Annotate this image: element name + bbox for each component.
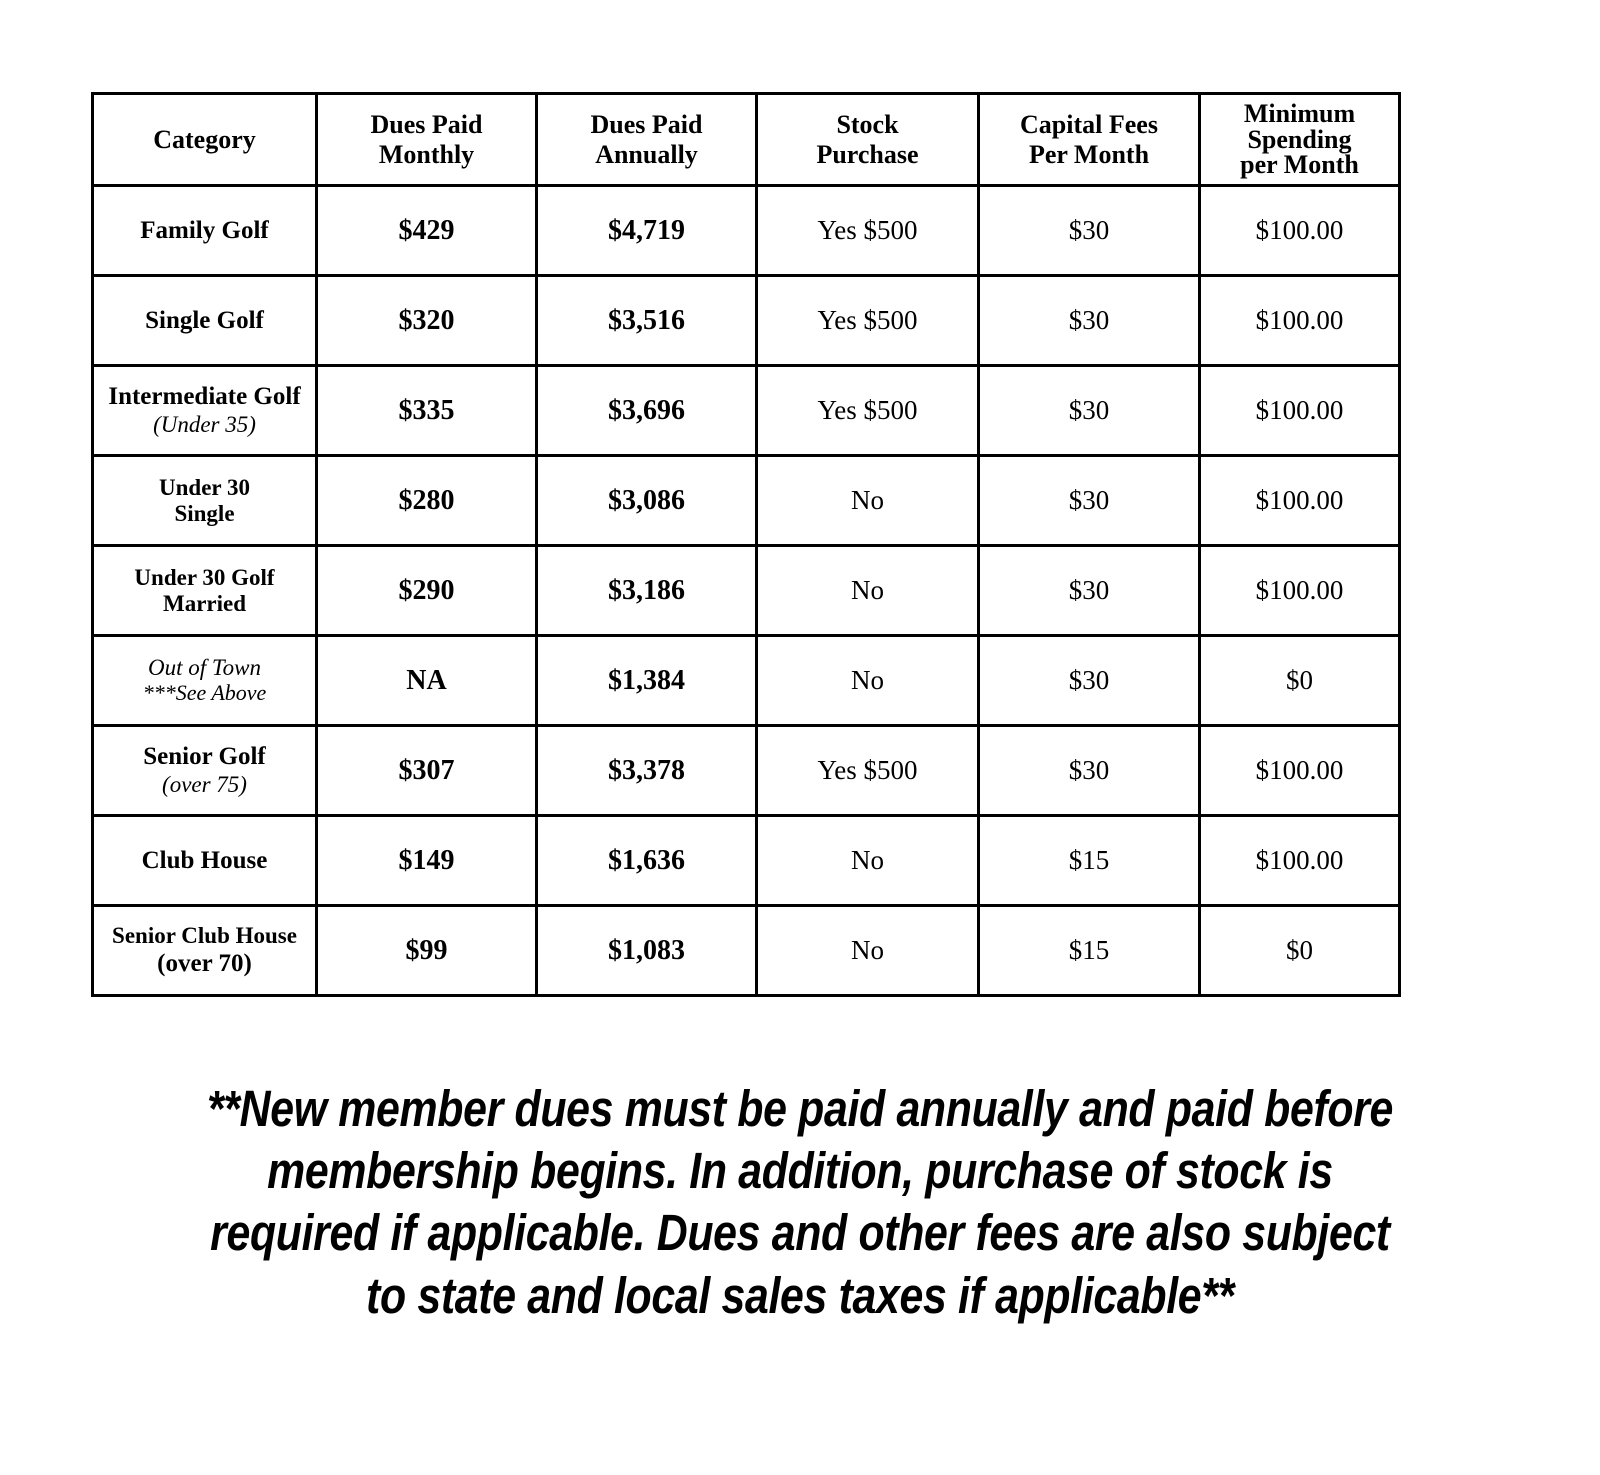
cell-dues-annually: $3,186 (537, 546, 757, 636)
cell-stock-purchase: No (757, 456, 979, 546)
table-row (93, 636, 1400, 726)
column-header-dues-annually-line2: Annually (595, 139, 698, 169)
category-name: Out of Town (148, 655, 261, 681)
column-header-stock-line1: Stock (836, 110, 899, 140)
cell-stock-purchase: No (757, 906, 979, 996)
column-header-minimum-line2: Spending (1247, 124, 1352, 154)
footnote-text: **New member dues must be paid annually and paid before membership begins. In addition, purchase of stock is required if applicable. Dues and other fees are also subject to state and local sales taxes if applicable** (206, 1080, 1394, 1324)
category-subtitle: (over 75) (162, 771, 247, 797)
table-header (93, 94, 1400, 186)
column-header-dues-monthly-line2: Monthly (378, 139, 475, 169)
column-header-dues-paid-annually (537, 94, 757, 186)
column-header-stock-purchase (757, 94, 979, 186)
row-category-club-house (93, 816, 317, 906)
column-header-minimum-line1: Minimum (1243, 99, 1356, 129)
table-row (93, 456, 1400, 546)
cell-minimum-spending: $100.00 (1200, 726, 1400, 816)
row-category-family-golf (93, 186, 317, 276)
category-name: Senior Golf (143, 742, 266, 770)
category-name: Family Golf (140, 216, 269, 244)
table-header-row (93, 94, 1400, 186)
cell-dues-monthly: $320 (317, 276, 537, 366)
cell-capital-fees: $30 (979, 456, 1200, 546)
cell-capital-fees: $15 (979, 816, 1200, 906)
cell-capital-fees: $30 (979, 366, 1200, 456)
cell-minimum-spending: $100.00 (1200, 276, 1400, 366)
cell-dues-annually: $3,696 (537, 366, 757, 456)
column-header-capital-line2: Per Month (1028, 139, 1150, 169)
row-category-senior-club-house (93, 906, 317, 996)
cell-minimum-spending: $0 (1200, 636, 1400, 726)
cell-dues-monthly: $307 (317, 726, 537, 816)
category-subtitle: ***See Above (142, 680, 267, 706)
table-row (93, 906, 1400, 996)
table-row (93, 726, 1400, 816)
category-subtitle: Single (174, 500, 235, 526)
table-row (93, 186, 1400, 276)
cell-capital-fees: $15 (979, 906, 1200, 996)
cell-dues-annually: $3,378 (537, 726, 757, 816)
column-header-capital-line1: Capital Fees (1020, 110, 1158, 140)
membership-fee-table (91, 92, 1401, 997)
column-header-minimum-spending-per-month (1200, 94, 1400, 186)
row-category-single-golf (93, 276, 317, 366)
category-name: Senior Club House (112, 922, 297, 948)
cell-stock-purchase: Yes $500 (757, 276, 979, 366)
cell-stock-purchase: Yes $500 (757, 186, 979, 276)
cell-stock-purchase: Yes $500 (757, 366, 979, 456)
row-category-under-30-golf-married (93, 546, 317, 636)
category-name: Single Golf (145, 306, 264, 334)
category-subtitle: (Under 35) (153, 411, 256, 437)
cell-stock-purchase: Yes $500 (757, 726, 979, 816)
cell-capital-fees: $30 (979, 186, 1200, 276)
cell-capital-fees: $30 (979, 726, 1200, 816)
cell-minimum-spending: $100.00 (1200, 816, 1400, 906)
cell-dues-annually: $3,516 (537, 276, 757, 366)
cell-dues-monthly: $429 (317, 186, 537, 276)
cell-minimum-spending: $100.00 (1200, 186, 1400, 276)
table-row (93, 546, 1400, 636)
category-subtitle: Married (162, 590, 246, 616)
table-row (93, 366, 1400, 456)
table-body (93, 186, 1400, 996)
row-category-intermediate-golf (93, 366, 317, 456)
table-row (93, 816, 1400, 906)
cell-dues-annually: $3,086 (537, 456, 757, 546)
table-row (93, 276, 1400, 366)
cell-dues-monthly: $335 (317, 366, 537, 456)
column-header-dues-annually-line1: Dues Paid (590, 110, 703, 140)
cell-capital-fees: $30 (979, 276, 1200, 366)
column-header-dues-monthly-line1: Dues Paid (370, 110, 483, 140)
cell-stock-purchase: No (757, 546, 979, 636)
cell-minimum-spending: $100.00 (1200, 456, 1400, 546)
category-name: Intermediate Golf (108, 382, 301, 410)
cell-dues-monthly: NA (317, 636, 537, 726)
column-header-stock-line2: Purchase (816, 139, 919, 169)
row-category-out-of-town (93, 636, 317, 726)
cell-dues-annually: $1,384 (537, 636, 757, 726)
category-subtitle: (over 70) (157, 949, 252, 977)
column-header-capital-fees-per-month (979, 94, 1200, 186)
cell-dues-annually: $4,719 (537, 186, 757, 276)
cell-minimum-spending: $100.00 (1200, 366, 1400, 456)
cell-dues-monthly: $149 (317, 816, 537, 906)
category-name: Under 30 Golf (134, 564, 275, 590)
column-header-category-label: Category (153, 124, 256, 154)
row-category-senior-golf (93, 726, 317, 816)
cell-capital-fees: $30 (979, 636, 1200, 726)
column-header-category (93, 94, 317, 186)
cell-minimum-spending: $0 (1200, 906, 1400, 996)
cell-minimum-spending: $100.00 (1200, 546, 1400, 636)
cell-dues-annually: $1,083 (537, 906, 757, 996)
cell-dues-annually: $1,636 (537, 816, 757, 906)
cell-stock-purchase: No (757, 816, 979, 906)
cell-dues-monthly: $290 (317, 546, 537, 636)
cell-dues-monthly: $280 (317, 456, 537, 546)
category-name: Under 30 (159, 474, 250, 500)
row-category-under-30-single (93, 456, 317, 546)
category-name: Club House (141, 846, 268, 874)
column-header-dues-paid-monthly (317, 94, 537, 186)
cell-stock-purchase: No (757, 636, 979, 726)
column-header-minimum-line3: per Month (1240, 150, 1359, 180)
cell-capital-fees: $30 (979, 546, 1200, 636)
cell-dues-monthly: $99 (317, 906, 537, 996)
